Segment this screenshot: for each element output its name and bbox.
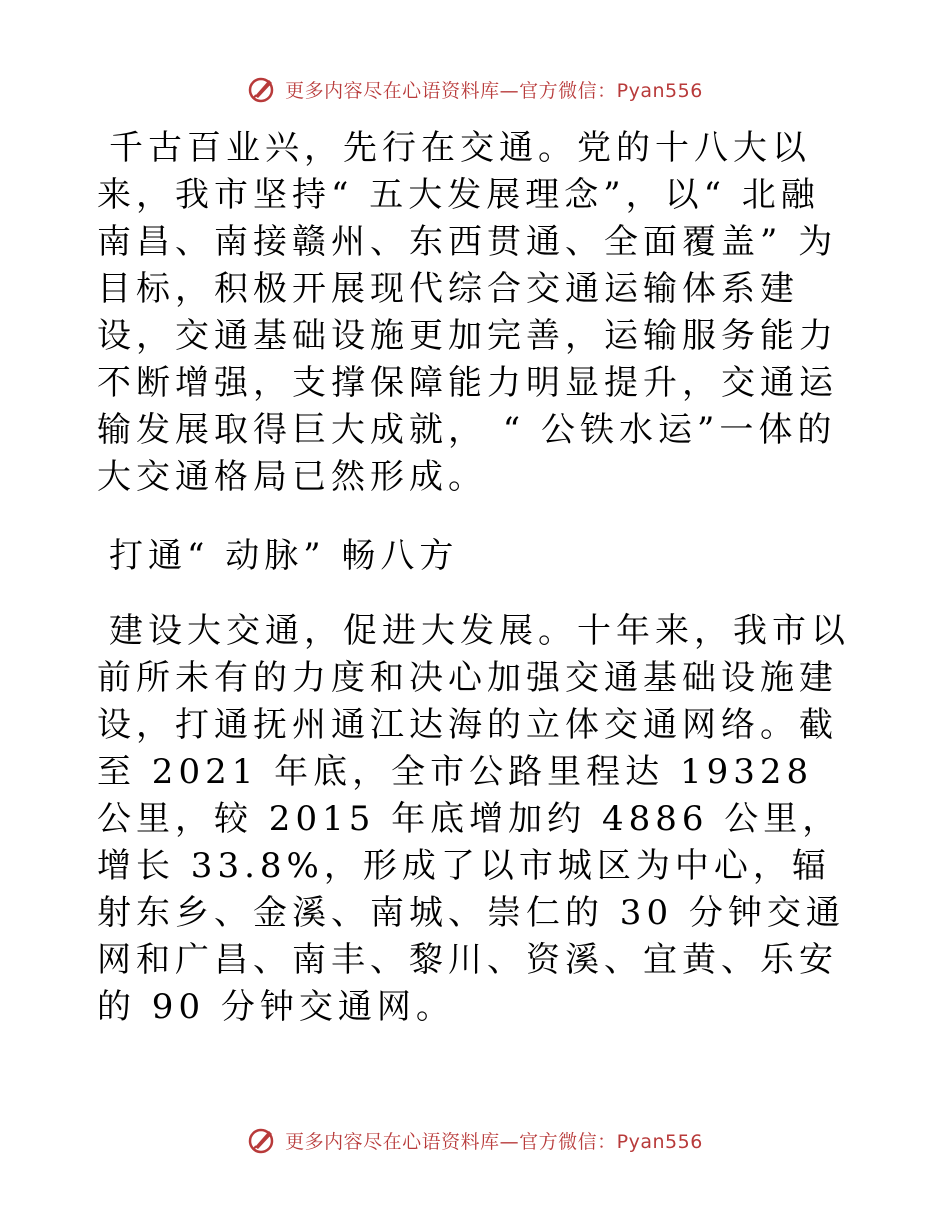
quill-pen-logo-icon [247, 74, 277, 104]
header-banner-text: 更多内容尽在心语资料库—官方微信：Pyan556 [285, 79, 703, 102]
footer-banner [0, 1123, 950, 1157]
paragraph-intro: 千古百业兴，先行在交通。党的十八大以来，我市坚持“ 五大发展理念”，以“ 北融南昌、南接赣州、东西贯通、全面覆盖” 为目标，积极开展现代综合交通运输体系建设，交通基础设施更加完善，运输服务能力不断增强，支撑保障能力明显提升，交通运输发展取得巨大成就， “ 公铁水运”一体的大交通格局已然形成。 [97, 128, 838, 497]
header-banner [0, 72, 950, 106]
quill-pen-logo-icon [247, 1125, 277, 1155]
section-heading: 打通“ 动脉” 畅八方 [109, 536, 459, 576]
article-body [97, 125, 857, 1031]
footer-banner-text: 更多内容尽在心语资料库—官方微信：Pyan556 [285, 1130, 703, 1153]
paragraph-transport: 建设大交通，促进大发展。十年来，我市以前所未有的力度和决心加强交通基础设施建设，打通抚州通江达海的立体交通网络。截至 2021 年底，全市公路里程达 19328 公里，较 2015 年底增加约 4886 公里，增长 33.8%，形成了以市城区为中心，辐射东乡、金溪、南城、崇仁的 30 分钟交通网和广昌、南丰、黎川、资溪、宜黄、乐安的 90 分钟交通网。 [97, 611, 850, 1027]
